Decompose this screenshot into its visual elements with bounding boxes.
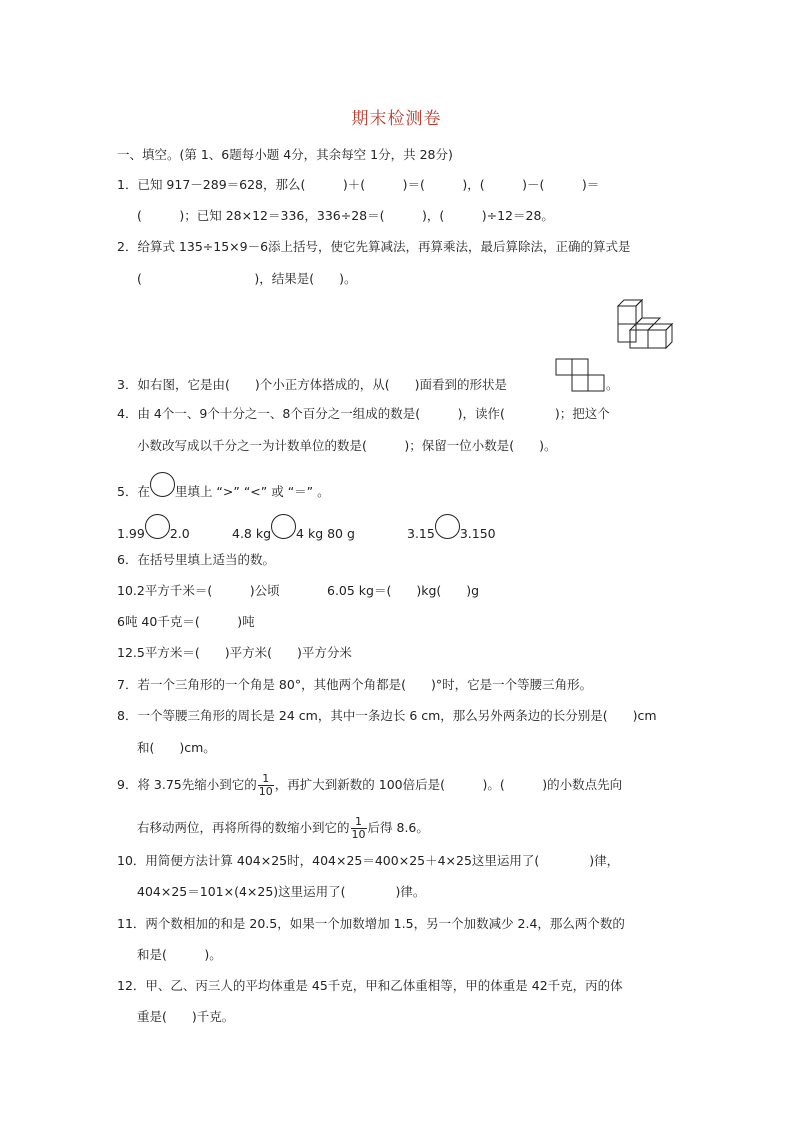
- q5-item: [232, 522, 355, 547]
- q5-item-left: 1.99: [117, 526, 145, 541]
- q6-row1b: 6.05 kg＝( )kg( )g: [327, 583, 480, 598]
- q9-text: 后得 8.6。: [367, 820, 429, 835]
- section-header: 一、填空。(第 1、6题每小题 4分，其余每空 1分，共 28分): [117, 147, 453, 162]
- q1-line2: ( )；已知 28×12＝336，336÷28＝( )，( )÷12＝28。: [137, 208, 554, 223]
- q11-line1: 11．两个数相加的和是 20.5，如果一个加数增加 1.5，另一个加数减少 2.4，那么两个数的: [117, 916, 625, 931]
- q10-line2: 404×25＝101×(4×25)这里运用了( )律。: [137, 884, 426, 899]
- q5-item: [117, 522, 190, 547]
- cube-stack-figure: [612, 296, 678, 354]
- q8-line1: 8．一个等腰三角形的周长是 24 cm，其中一条边长 6 cm，那么另外两条边的长分别是( )cm: [117, 708, 657, 723]
- q2-line2: ( )，结果是( )。: [137, 271, 357, 286]
- answer-circle[interactable]: [145, 514, 170, 539]
- q8-line2: 和( )cm。: [137, 740, 216, 755]
- q12-line2: 重是( )千克。: [137, 1009, 235, 1024]
- q7-line: 7．若一个三角形的一个角是 80°，其他两个角都是( )°时，它是一个等腰三角形。: [117, 677, 593, 692]
- q11-line2: 和是( )。: [137, 947, 222, 962]
- q5-item-left: 3.15: [407, 526, 435, 541]
- q5-suffix: 里填上 “>” “<” 或 “＝” 。: [174, 484, 330, 499]
- q9-text: 9．将 3.75先缩小到它的: [117, 777, 257, 792]
- q2-line1: 2．给算式 135÷15×9－6添上括号，使它先算减法，再算乘法，最后算除法，正确的算式是: [117, 239, 631, 254]
- answer-circle[interactable]: [271, 514, 296, 539]
- q5-item-right: 2.0: [169, 526, 190, 541]
- q5-prompt: [117, 480, 330, 505]
- q6-prompt: 6．在括号里填上适当的数。: [117, 552, 275, 567]
- answer-circle[interactable]: [435, 514, 460, 539]
- q1-line1: 1．已知 917－289＝628，那么( )＋( )＝( )，( )－( )＝: [117, 177, 600, 192]
- front-view-shape: [555, 358, 607, 392]
- q5-prefix: 5．在: [117, 484, 150, 499]
- fraction: $\frac{1}{10}$: [258, 772, 273, 798]
- q9-line2: [137, 816, 429, 841]
- q6-row1a: 10.2平方千米＝( )公顷: [117, 583, 280, 598]
- fraction: $\frac{1}{10}$: [351, 815, 366, 841]
- q5-item: [407, 522, 496, 547]
- q12-line1: 12．甲、乙、丙三人的平均体重是 45千克，甲和乙体重相等，甲的体重是 42千克，丙的体: [117, 978, 623, 993]
- page-title: 期末检测卷: [351, 109, 442, 129]
- q5-item-left: 4.8 kg: [232, 526, 272, 541]
- q9-line1: [117, 773, 622, 798]
- q5-item-right: 4 kg 80 g: [296, 526, 355, 541]
- q6-row3: 12.5平方米＝( )平方米( )平方分米: [117, 645, 352, 660]
- q3-text: 3．如右图，它是由( )个小正方体搭成的，从( )面看到的形状是: [117, 377, 507, 392]
- q9-text: ，再扩大到新数的 100倍后是( )。( )的小数点先向: [274, 777, 623, 792]
- q5-item-right: 3.150: [459, 526, 496, 541]
- q4-line1: 4．由 4个一、9个十分之一、8个百分之一组成的数是( )，读作( )；把这个: [117, 406, 610, 421]
- q4-line2: 小数改写成以千分之一为计数单位的数是( )；保留一位小数是( )。: [137, 438, 557, 453]
- q9-text: 右移动两位，再将所得的数缩小到它的: [137, 820, 350, 835]
- q10-line1: 10．用简便方法计算 404×25时，404×25＝400×25＋4×25这里运用了( )律，: [117, 853, 620, 868]
- q6-row2: 6吨 40千克＝( )吨: [117, 614, 255, 629]
- compare-circle-icon: [150, 472, 175, 497]
- q3-end: 。: [606, 377, 619, 392]
